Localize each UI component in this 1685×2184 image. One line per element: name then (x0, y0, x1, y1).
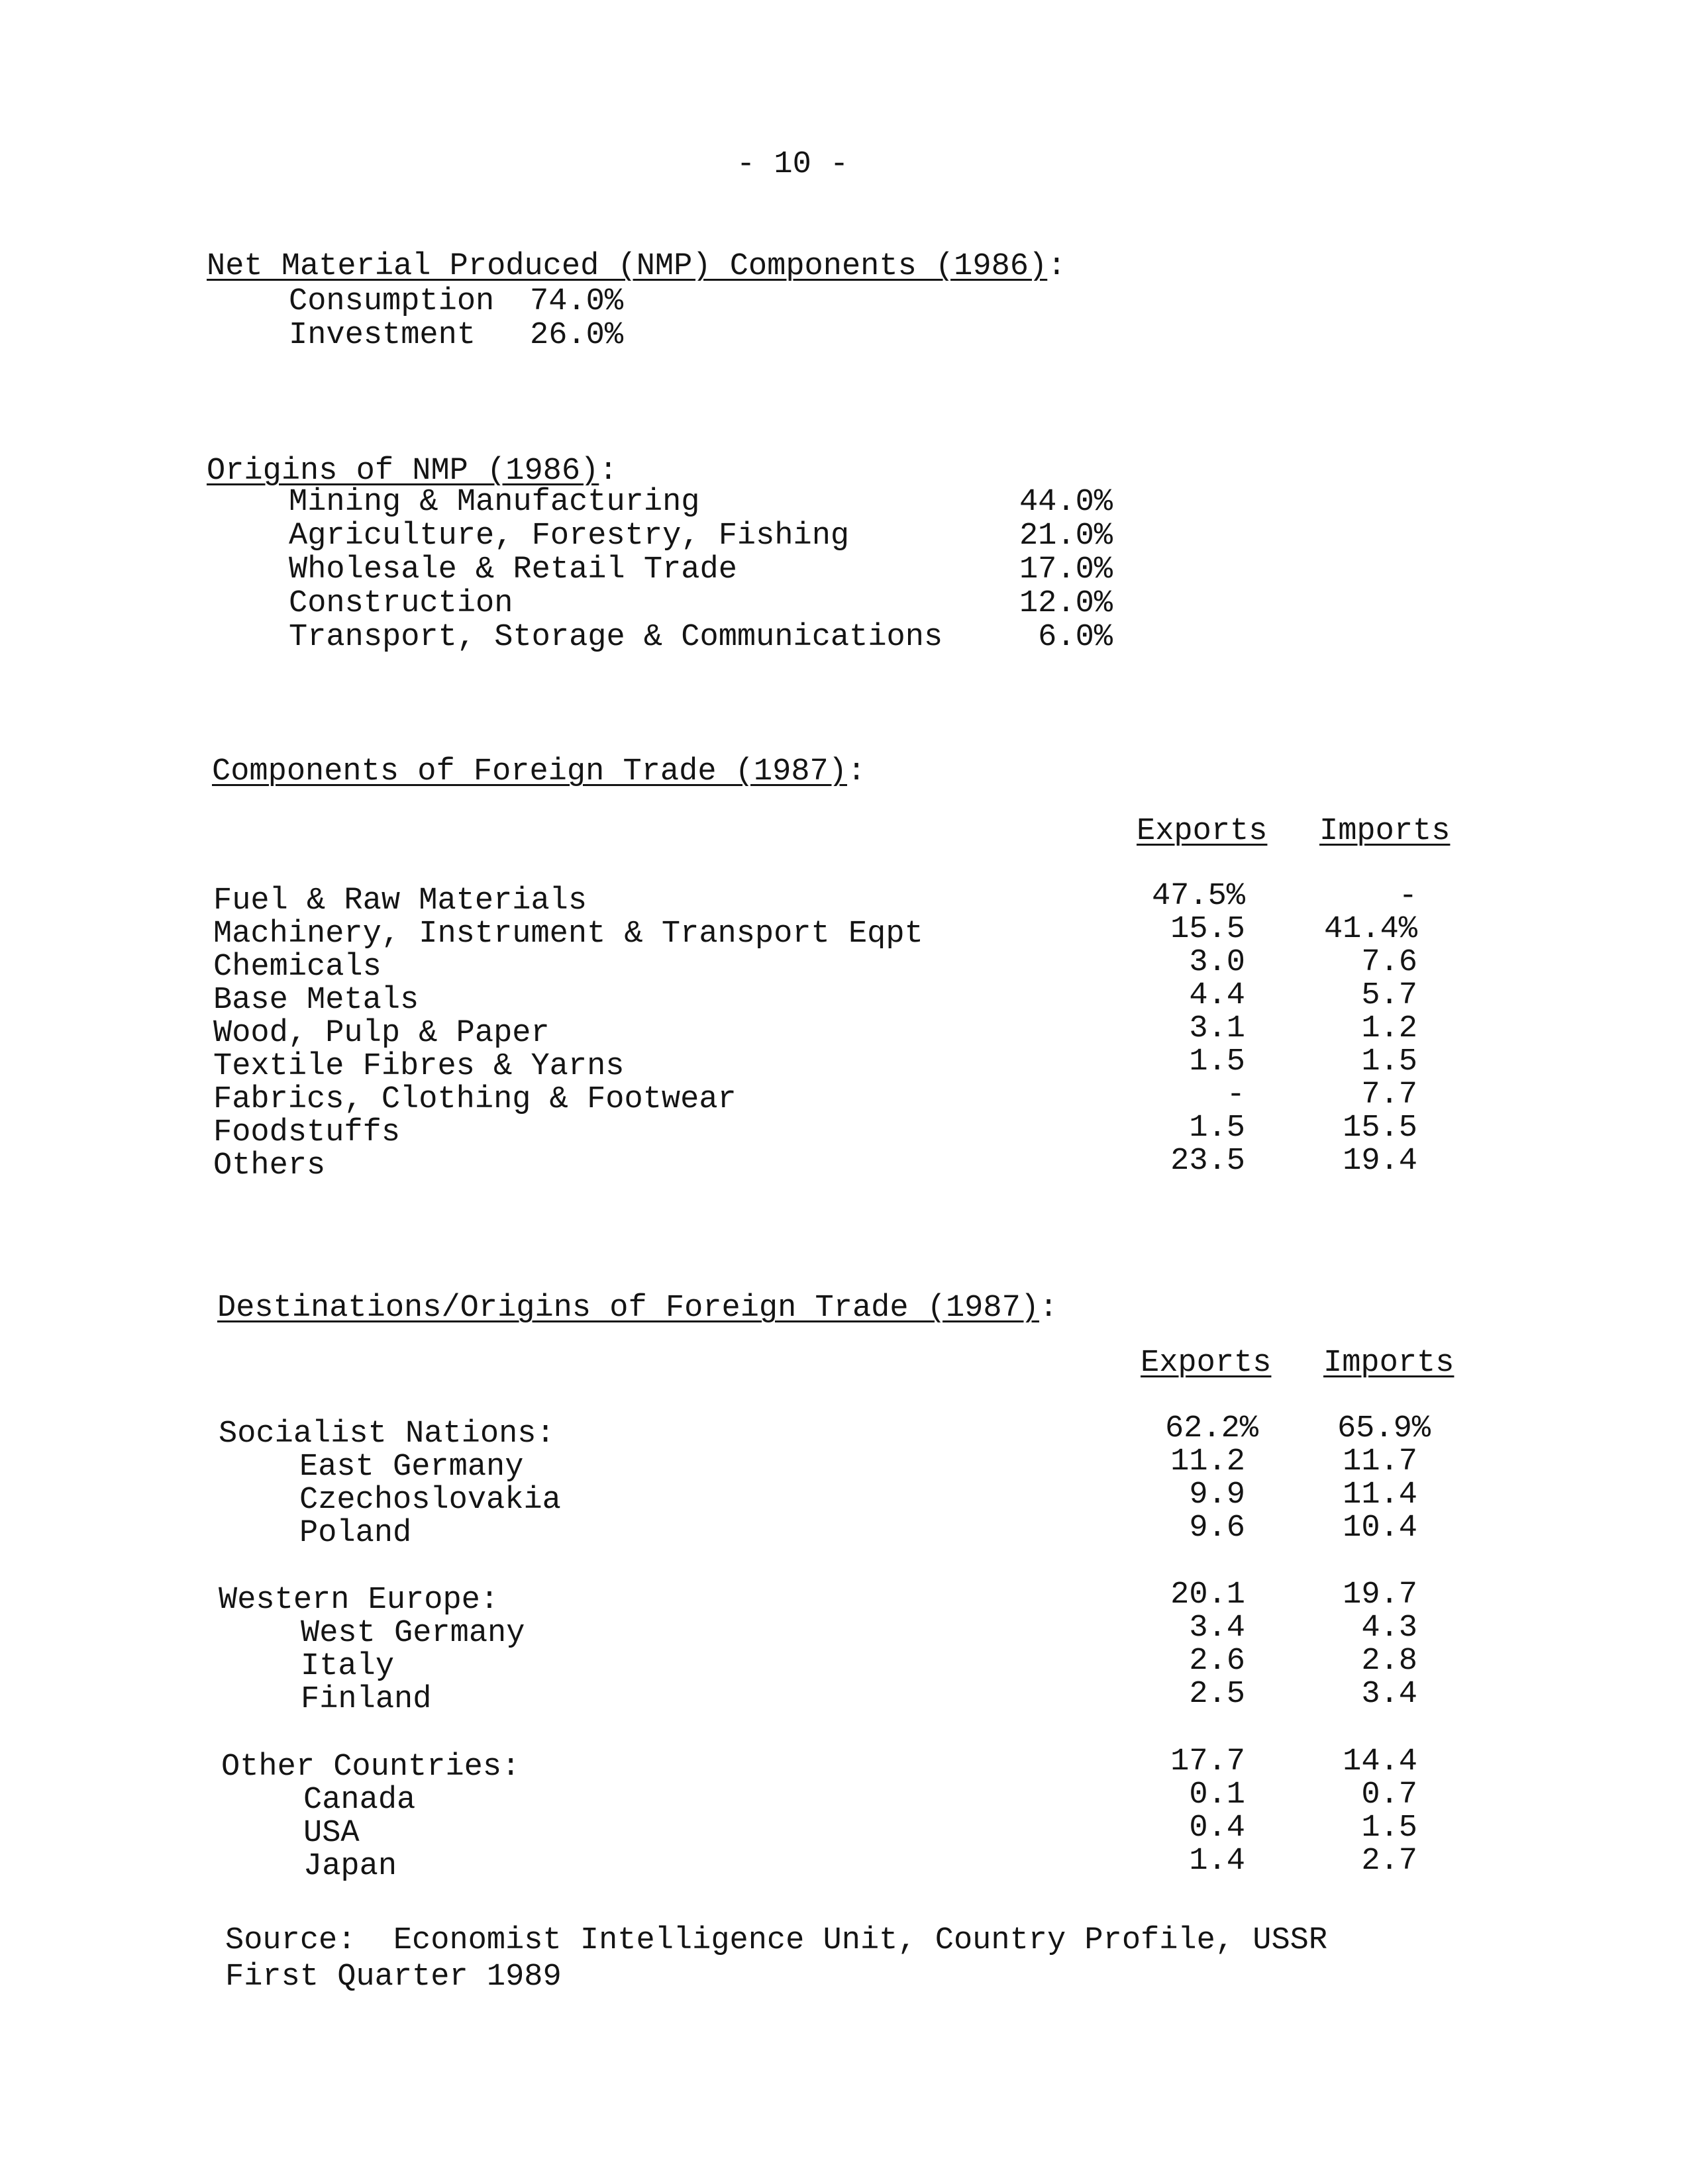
origins-item-label: Transport, Storage & Communications (289, 620, 943, 655)
nmp-item-value: 26.0% (530, 318, 624, 353)
trade-row-label: Fuel & Raw Materials (213, 883, 587, 918)
country-label: Italy (301, 1649, 395, 1684)
origins-heading-text: Origins of NMP (1986) (207, 454, 599, 489)
destinations-heading-text: Destinations/Origins of Foreign Trade (1987) (217, 1291, 1040, 1326)
country-imports: 11.7 (1343, 1444, 1417, 1479)
region-exports: 17.7 (1170, 1744, 1245, 1779)
heading-colon: : (1039, 1291, 1058, 1326)
origins-item-label: Agriculture, Forestry, Fishing (289, 519, 850, 554)
origins-item-label: Wholesale & Retail Trade (289, 552, 737, 587)
country-exports: 2.6 (1189, 1644, 1245, 1679)
nmp-item-label: Consumption (289, 284, 495, 319)
country-exports: 2.5 (1189, 1677, 1245, 1712)
country-label: Canada (303, 1783, 416, 1818)
country-exports: 9.6 (1189, 1511, 1245, 1546)
trade-row-imports: 15.5 (1343, 1111, 1417, 1146)
trade-row-imports: 1.2 (1361, 1011, 1417, 1046)
trade-row-exports: 3.0 (1189, 945, 1245, 980)
trade-row-exports: 15.5 (1170, 912, 1245, 947)
trade-row-exports: 1.5 (1189, 1044, 1245, 1079)
exports-column-header: Exports (1141, 1346, 1272, 1381)
source-line: Source: Economist Intelligence Unit, Country Profile, USSR (225, 1923, 1328, 1958)
trade-row-imports: 7.7 (1361, 1077, 1417, 1113)
heading-colon: : (1047, 249, 1066, 284)
nmp-item-label: Investment (289, 318, 476, 353)
exports-column-header: Exports (1137, 814, 1268, 849)
country-label: Finland (301, 1682, 432, 1717)
heading-colon: : (846, 754, 866, 789)
trade-row-label: Base Metals (213, 983, 419, 1018)
country-exports: 3.4 (1189, 1611, 1245, 1646)
components-heading (212, 755, 866, 789)
country-imports: 4.3 (1361, 1611, 1417, 1646)
nmp-components-heading-text: Net Material Produced (NMP) Components (1986) (207, 249, 1048, 284)
country-label: Czechoslovakia (299, 1483, 561, 1518)
trade-row-imports: 7.6 (1361, 945, 1417, 980)
origins-item-value: 12.0% (1019, 586, 1113, 621)
nmp-components-heading (207, 250, 1066, 284)
heading-colon: : (599, 454, 618, 489)
origins-item-value: 6.0% (1038, 620, 1113, 655)
country-imports: 2.7 (1361, 1844, 1417, 1879)
trade-row-imports: - (1398, 879, 1417, 914)
trade-row-imports: 41.4% (1323, 912, 1417, 947)
country-label: USA (303, 1816, 360, 1851)
components-heading-text: Components of Foreign Trade (1987) (212, 754, 847, 789)
trade-row-exports: 47.5% (1151, 879, 1245, 914)
trade-row-label: Chemicals (213, 950, 382, 985)
region-imports: 14.4 (1343, 1744, 1417, 1779)
nmp-item-value: 74.0% (530, 284, 624, 319)
trade-row-label: Others (213, 1148, 326, 1183)
country-imports: 1.5 (1361, 1811, 1417, 1846)
region-label: Western Europe: (219, 1583, 499, 1618)
region-imports: 65.9% (1337, 1411, 1431, 1446)
trade-row-exports: 3.1 (1189, 1011, 1245, 1046)
region-label: Socialist Nations: (219, 1416, 555, 1452)
country-label: Japan (303, 1849, 397, 1884)
trade-row-label: Wood, Pulp & Paper (213, 1016, 550, 1051)
page-number: - 10 - (737, 147, 849, 182)
trade-row-exports: 23.5 (1170, 1144, 1245, 1179)
imports-column-header: Imports (1319, 814, 1451, 849)
country-imports: 0.7 (1361, 1777, 1417, 1812)
origins-heading (207, 454, 618, 489)
trade-row-label: Foodstuffs (213, 1115, 401, 1150)
origins-item-label: Construction (289, 586, 513, 621)
region-label: Other Countries: (221, 1750, 521, 1785)
trade-row-label: Machinery, Instrument & Transport Eqpt (213, 917, 923, 952)
country-imports: 2.8 (1361, 1644, 1417, 1679)
trade-row-label: Fabrics, Clothing & Footwear (213, 1082, 737, 1117)
trade-row-imports: 19.4 (1343, 1144, 1417, 1179)
trade-row-exports: 1.5 (1189, 1111, 1245, 1146)
country-imports: 3.4 (1361, 1677, 1417, 1712)
trade-row-imports: 5.7 (1361, 978, 1417, 1013)
country-exports: 0.1 (1189, 1777, 1245, 1812)
country-exports: 9.9 (1189, 1477, 1245, 1513)
country-label: West Germany (301, 1616, 525, 1651)
destinations-heading (217, 1291, 1058, 1326)
imports-column-header: Imports (1323, 1346, 1455, 1381)
country-label: East Germany (299, 1450, 524, 1485)
trade-row-exports: 4.4 (1189, 978, 1245, 1013)
country-exports: 0.4 (1189, 1811, 1245, 1846)
country-imports: 10.4 (1343, 1511, 1417, 1546)
origins-item-value: 21.0% (1019, 519, 1113, 554)
trade-row-exports: - (1226, 1077, 1245, 1113)
trade-row-imports: 1.5 (1361, 1044, 1417, 1079)
origins-item-value: 44.0% (1019, 485, 1113, 520)
origins-item-value: 17.0% (1019, 552, 1113, 587)
country-label: Poland (299, 1516, 412, 1551)
trade-row-label: Textile Fibres & Yarns (213, 1049, 625, 1084)
source-line: First Quarter 1989 (225, 1960, 562, 1995)
region-exports: 62.2% (1164, 1411, 1258, 1446)
country-imports: 11.4 (1343, 1477, 1417, 1513)
region-exports: 20.1 (1170, 1577, 1245, 1613)
country-exports: 1.4 (1189, 1844, 1245, 1879)
region-imports: 19.7 (1343, 1577, 1417, 1613)
origins-item-label: Mining & Manufacturing (289, 485, 700, 520)
country-exports: 11.2 (1170, 1444, 1245, 1479)
